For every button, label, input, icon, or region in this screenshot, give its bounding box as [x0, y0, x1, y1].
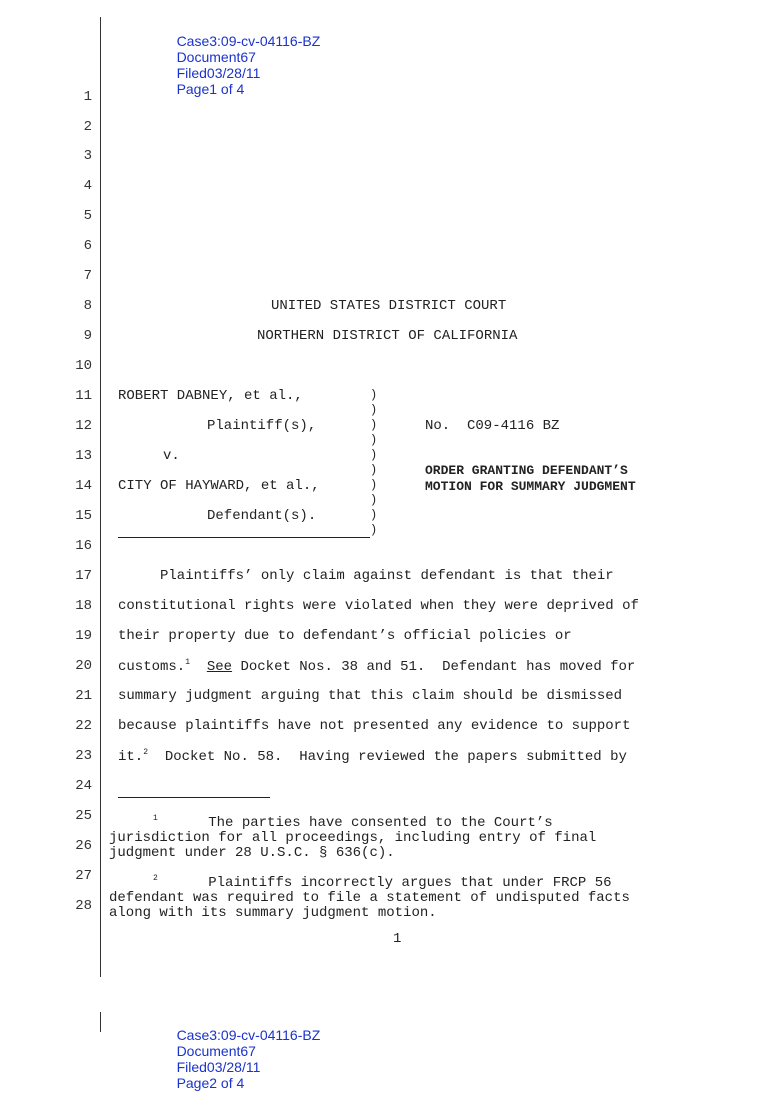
line-number: 9	[83, 328, 92, 344]
see-signal: See	[206, 659, 233, 675]
caption-rule	[118, 537, 370, 538]
line-number: 18	[75, 598, 92, 614]
line-number: 4	[83, 178, 92, 194]
footnote-2: $^2$ Plaintiffs incorrectly argues that under FRCP 56 defendant was required to file a statement of undisputed facts along with its summary judgment motion.	[109, 874, 630, 921]
line-number: 28	[75, 898, 92, 914]
ecf-header	[161, 17, 332, 113]
line-number: 2	[83, 119, 92, 135]
body-line-20: customs.$^1$ See Docket Nos. 38 and 51. Defendant has moved for	[118, 658, 636, 675]
body-line-21: summary judgment arguing that this claim should be dismissed	[118, 688, 623, 704]
body-line-23: it.$^2$ Docket No. 58. Having reviewed the papers submitted by	[118, 748, 627, 765]
line-number: 15	[75, 508, 92, 524]
next-page-indicator: Page2 of 4	[176, 1075, 245, 1091]
next-filed-date: Filed03/28/11	[176, 1059, 261, 1075]
line-number: 6	[83, 238, 92, 254]
line-number: 11	[75, 388, 92, 404]
footnote-1: $^1$ The parties have consented to the Court’s jurisdiction for all proceedings, including entry of final judgment under 28 U.S.C. § 636(c).	[109, 814, 597, 861]
line-number: 27	[75, 868, 92, 884]
line-number: 14	[75, 478, 92, 494]
line-number: 3	[83, 148, 92, 164]
next-page-margin-rule	[100, 1012, 101, 1032]
body-line-17: Plaintiffs’ only claim against defendant is that their	[118, 568, 614, 584]
line-number: 20	[75, 658, 92, 674]
line-number: 10	[75, 358, 92, 374]
document-number: Document67	[176, 49, 256, 65]
next-page-header	[161, 1011, 332, 1107]
order-title-line2: MOTION FOR SUMMARY JUDGMENT	[425, 479, 636, 494]
line-number: 19	[75, 628, 92, 644]
page-indicator: Page1 of 4	[176, 81, 245, 97]
line-number: 17	[75, 568, 92, 584]
plaintiff-role: Plaintiff(s),	[207, 418, 317, 434]
line-number: 24	[75, 778, 92, 794]
page-number: 1	[393, 931, 402, 947]
caption-parentheses: ) ) ) ) ) ) ) ) ) )	[370, 388, 378, 537]
defendant-name: CITY OF HAYWARD, et al.,	[118, 478, 320, 494]
footnote-separator	[118, 797, 270, 798]
line-number: 22	[75, 718, 92, 734]
line-number: 23	[75, 748, 92, 764]
line-number: 5	[83, 208, 92, 224]
versus: v.	[163, 448, 180, 464]
plaintiff-name: ROBERT DABNEY, et al.,	[118, 388, 303, 404]
court-district: NORTHERN DISTRICT OF CALIFORNIA	[257, 328, 518, 344]
order-title-line1: ORDER GRANTING DEFENDANT’S	[425, 463, 628, 478]
line-number: 26	[75, 838, 92, 854]
case-number: Case3:09-cv-04116-BZ	[176, 33, 321, 49]
next-case-number: Case3:09-cv-04116-BZ	[176, 1027, 321, 1043]
body-line-22: because plaintiffs have not presented any evidence to support	[118, 718, 631, 734]
line-number: 12	[75, 418, 92, 434]
case-no: No. C09-4116 BZ	[425, 418, 560, 434]
line-number: 21	[75, 688, 92, 704]
line-number: 8	[83, 298, 92, 314]
court-name: UNITED STATES DISTRICT COURT	[271, 298, 507, 314]
footnote-ref-2: 2	[143, 748, 149, 757]
left-margin-rule	[100, 17, 101, 977]
body-line-19: their property due to defendant’s official policies or	[118, 628, 572, 644]
line-number: 7	[83, 268, 92, 284]
body-line-18: constitutional rights were violated when they were deprived of	[118, 598, 639, 614]
line-number: 1	[83, 89, 92, 105]
next-document-number: Document67	[176, 1043, 256, 1059]
footnote-ref-1: 1	[185, 658, 191, 667]
line-number: 16	[75, 538, 92, 554]
filed-date: Filed03/28/11	[176, 65, 261, 81]
line-number: 13	[75, 448, 92, 464]
defendant-role: Defendant(s).	[207, 508, 317, 524]
line-number: 25	[75, 808, 92, 824]
